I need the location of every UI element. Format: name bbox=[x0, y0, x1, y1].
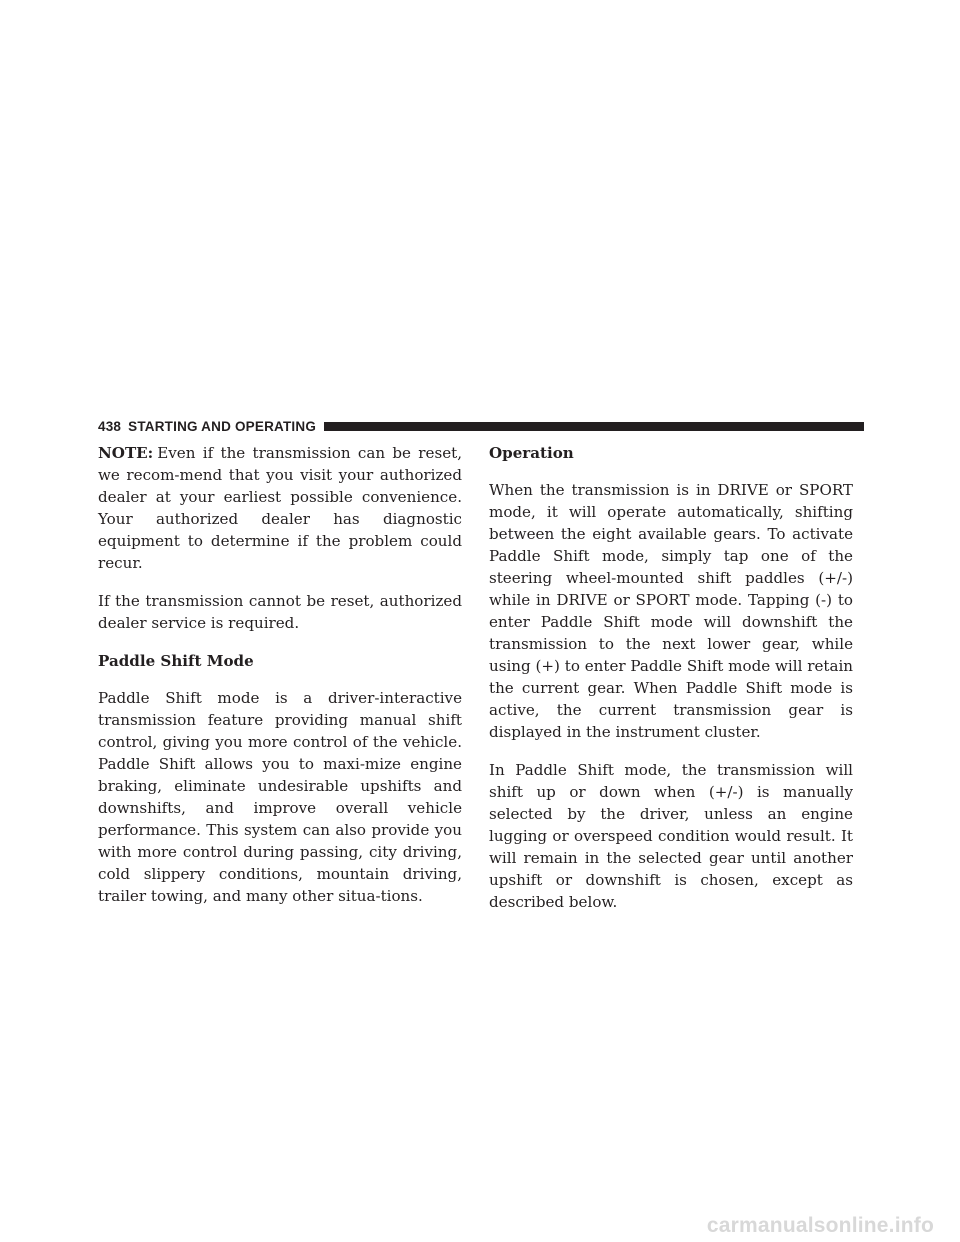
section-title: STARTING AND OPERATING bbox=[128, 418, 317, 434]
paddle-shift-heading: Paddle Shift Mode bbox=[98, 652, 254, 670]
paddle-shift-paragraph: Paddle Shift mode is a driver-interactive transmission feature providing manual shift control, giving you more control of the vehicle. Paddle Shift allows you to maxi-mize engine braking, eliminate undesirable upshifts and downshifts, and improve overall vehicle performance. This system can also provide you with more control during passing, city driving, cold slippery conditions, mountain driving, trailer towing, and many other situa-tions. bbox=[98, 689, 462, 905]
note-text: Even if the transmission can be reset, we recom-mend that you visit your authorized dealer at your earliest possible convenience. Your authorized dealer has diagnostic equipment to determine if the problem could recur. bbox=[98, 444, 462, 572]
header-rule bbox=[324, 422, 864, 431]
note-label: NOTE: bbox=[98, 444, 154, 462]
right-column bbox=[489, 442, 853, 929]
operation-paragraph-1: When the transmission is in DRIVE or SPORT mode, it will operate automatically, shifting between the eight available gears. To activate Paddle Shift mode, simply tap one of the steering wheel-mounted shift paddles (+/-) while in DRIVE or SPORT mode. Tapping (-) to enter Paddle Shift mode will downshift the transmission to the next lower gear, while using (+) to enter Paddle Shift mode will retain the current gear. When Paddle Shift mode is active, the current transmission gear is displayed in the instrument cluster. bbox=[489, 481, 853, 741]
watermark: carmanualsonline.info bbox=[706, 1214, 934, 1237]
operation-heading: Operation bbox=[489, 444, 574, 462]
left-column bbox=[98, 442, 462, 923]
page-number: 438 bbox=[98, 418, 122, 434]
reset-paragraph: If the transmission cannot be reset, authorized dealer service is required. bbox=[98, 592, 462, 632]
page-header bbox=[98, 418, 864, 434]
note-paragraph bbox=[98, 442, 462, 574]
operation-paragraph-2: In Paddle Shift mode, the transmission will shift up or down when (+/-) is manually selected by the driver, unless an engine lugging or overspeed condition would result. It will remain in the selected gear until another upshift or downshift is chosen, except as described below. bbox=[489, 761, 853, 911]
